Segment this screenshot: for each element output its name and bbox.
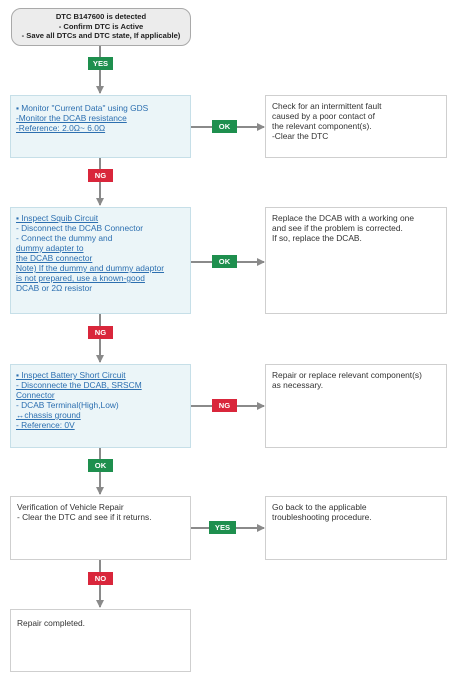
step2-line[interactable]: ▪ Inspect Squib Circuit <box>16 213 99 223</box>
step3-result-line: as necessary. <box>272 380 324 390</box>
step2-result-line: Replace the DCAB with a working one <box>272 213 414 223</box>
step4-result-box <box>265 496 447 560</box>
yes-badge: YES <box>88 57 113 70</box>
step3-line[interactable]: Connector <box>16 390 55 400</box>
step3-line[interactable]: - Reference: 0V <box>16 420 75 430</box>
step1-box <box>10 95 191 158</box>
step3-result-box <box>265 364 447 448</box>
start-box <box>11 8 191 46</box>
step2-line[interactable]: dummy adapter to <box>16 243 84 253</box>
step4-result-line: troubleshooting procedure. <box>272 512 372 522</box>
ok-badge: OK <box>212 120 237 133</box>
ok-badge: OK <box>212 255 237 268</box>
step2-line[interactable]: - Connect the dummy and <box>16 233 113 243</box>
step1-line[interactable]: -Reference: 2.0Ω~ 6.0Ω <box>16 123 106 133</box>
step4-result-line: Go back to the applicable <box>272 502 367 512</box>
step4-line: Verification of Vehicle Repair <box>17 502 124 512</box>
step3-result-line: Repair or replace relevant component(s) <box>272 370 422 380</box>
step2-line[interactable]: - Disconnect the DCAB Connector <box>16 223 144 233</box>
step1-result-line: caused by a poor contact of <box>272 111 375 121</box>
step1-line[interactable]: ▪ Monitor "Current Data" using GDS <box>16 103 149 113</box>
no-badge: NO <box>88 572 113 585</box>
step4-box <box>10 496 191 560</box>
step1-result-line: Check for an intermittent fault <box>272 101 382 111</box>
start-line: - Confirm DTC is Active <box>58 21 144 31</box>
step3-line[interactable]: - DCAB Terminal(High,Low) <box>16 400 119 410</box>
final-box <box>10 609 191 672</box>
step2-result-line: and see if the problem is corrected. <box>272 223 403 233</box>
start-line: DTC B147600 is detected <box>55 12 147 21</box>
step1-result-box <box>265 95 447 158</box>
step4-line: - Clear the DTC and see if it returns. <box>17 512 152 522</box>
step2-box <box>10 207 191 314</box>
step3-line[interactable]: ↔chassis ground <box>16 410 81 420</box>
step3-line[interactable]: ▪ Inspect Battery Short Circuit <box>16 370 126 380</box>
step3-line[interactable]: - Disconnecte the DCAB, SRSCM <box>16 380 142 390</box>
step2-result-line: If so, replace the DCAB. <box>272 233 362 243</box>
ok-badge: OK <box>88 459 113 472</box>
step1-result-line: the relevant component(s). <box>272 121 372 131</box>
final-line: Repair completed. <box>17 618 85 628</box>
step2-line[interactable]: is not prepared, use a known-good <box>16 273 145 283</box>
yes-badge: YES <box>209 521 236 534</box>
ng-badge: NG <box>212 399 237 412</box>
step2-line[interactable]: the DCAB connector <box>16 253 93 263</box>
step2-line[interactable]: Note) If the dummy and dummy adaptor <box>16 263 165 273</box>
step1-result-line: -Clear the DTC <box>272 131 329 141</box>
step2-result-box <box>265 207 447 314</box>
start-line: - Save all DTCs and DTC state, If applicable) <box>21 31 181 41</box>
step3-box <box>10 364 191 448</box>
ng-badge: NG <box>88 326 113 339</box>
step2-line[interactable]: DCAB or 2Ω resistor <box>16 283 93 293</box>
step1-line[interactable]: -Monitor the DCAB resistance <box>16 113 127 123</box>
ng-badge: NG <box>88 169 113 182</box>
